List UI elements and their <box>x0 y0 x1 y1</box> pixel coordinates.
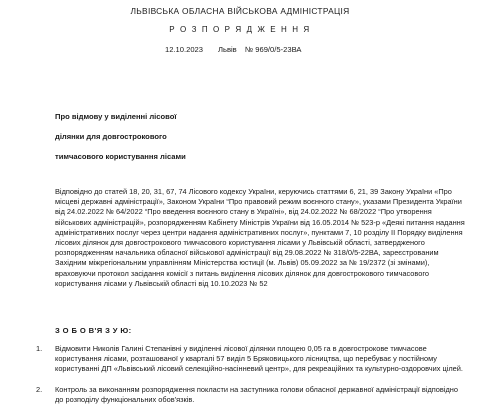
order-items-list <box>36 344 466 405</box>
item-text: Контроль за виконанням розпорядження покласти на заступника голови обласної державної адміністрації відповідно до розподілу функціональних обов'язків. <box>55 384 458 404</box>
authority-title: ЛЬВІВСЬКА ОБЛАСНА ВІЙСЬКОВА АДМІНІСТРАЦІЯ <box>130 6 350 16</box>
item-number: 1. <box>36 344 43 353</box>
document-date: 12.10.2023 <box>165 45 204 54</box>
order-item <box>36 344 466 375</box>
item-text: Відмовити Николів Галині Степанівні у виділенні лісової ділянки площею 0,05 га в довгострокове тимчасове користування лісами, розташованої у кварталі 57 виділ 5 Бряковицького лісництва, що перебуває у постійному користуванні ДП «Львівський лісовий селекційно-насінневий центр», для рекреаційних та культурно-оздоровчих цілей. <box>55 344 463 374</box>
subject-line-1: Про відмову у виділенні лісової <box>55 112 177 121</box>
document-city: Львів <box>218 45 237 54</box>
obligation-heading: З О Б О В'Я З У Ю: <box>55 326 132 335</box>
item-number: 2. <box>36 384 43 394</box>
subject-line-3: тимчасового користування лісами <box>55 152 186 161</box>
subject-line-2: ділянки для довгострокового <box>55 132 167 141</box>
document-type: Р О З П О Р Я Д Ж Е Н Н Я <box>169 25 311 34</box>
document-number: № 969/0/5-23ВА <box>245 45 302 54</box>
order-item <box>36 385 466 405</box>
preamble-paragraph: Відповідно до статей 18, 20, 31, 67, 74 Лісового кодексу України, керуючись статтями 6, 21, 39 Закону України «Про місцеві державні адміністрації», Законом України “Про правовий режим воєнного стану», указами Президента України від 24.02.2022 № 64/2022 “Про введення воєнного стану в Україні», від 24.02.2022 № 68/2022 “Про утворення військових адміністрацій», розпорядженням Кабінету Міністрів України від 16.05.2014 № 523-р «Деякі питання надання адміністративних послуг через центри надання адміністративних послуг», пунктами 7, 10 розділу II Порядку виділення лісових ділянок для довгострокового тимчасового користування лісами у Львівській області, затвердженого розпорядженням начальника обласної військової адміністрації від 29.08.2022 № 318/0/5-22ВА, зареєстрованим Західним міжрегіональним управлінням Міністерства юстиції (м. Львів) 05.09.2022 за № 19/2372 (зі змінами), враховуючи протокол засідання комісії з питань виділення лісових ділянок для довгострокового тимчасового користування лісами у Львівській області від 10.10.2023 № 52 <box>55 187 465 288</box>
